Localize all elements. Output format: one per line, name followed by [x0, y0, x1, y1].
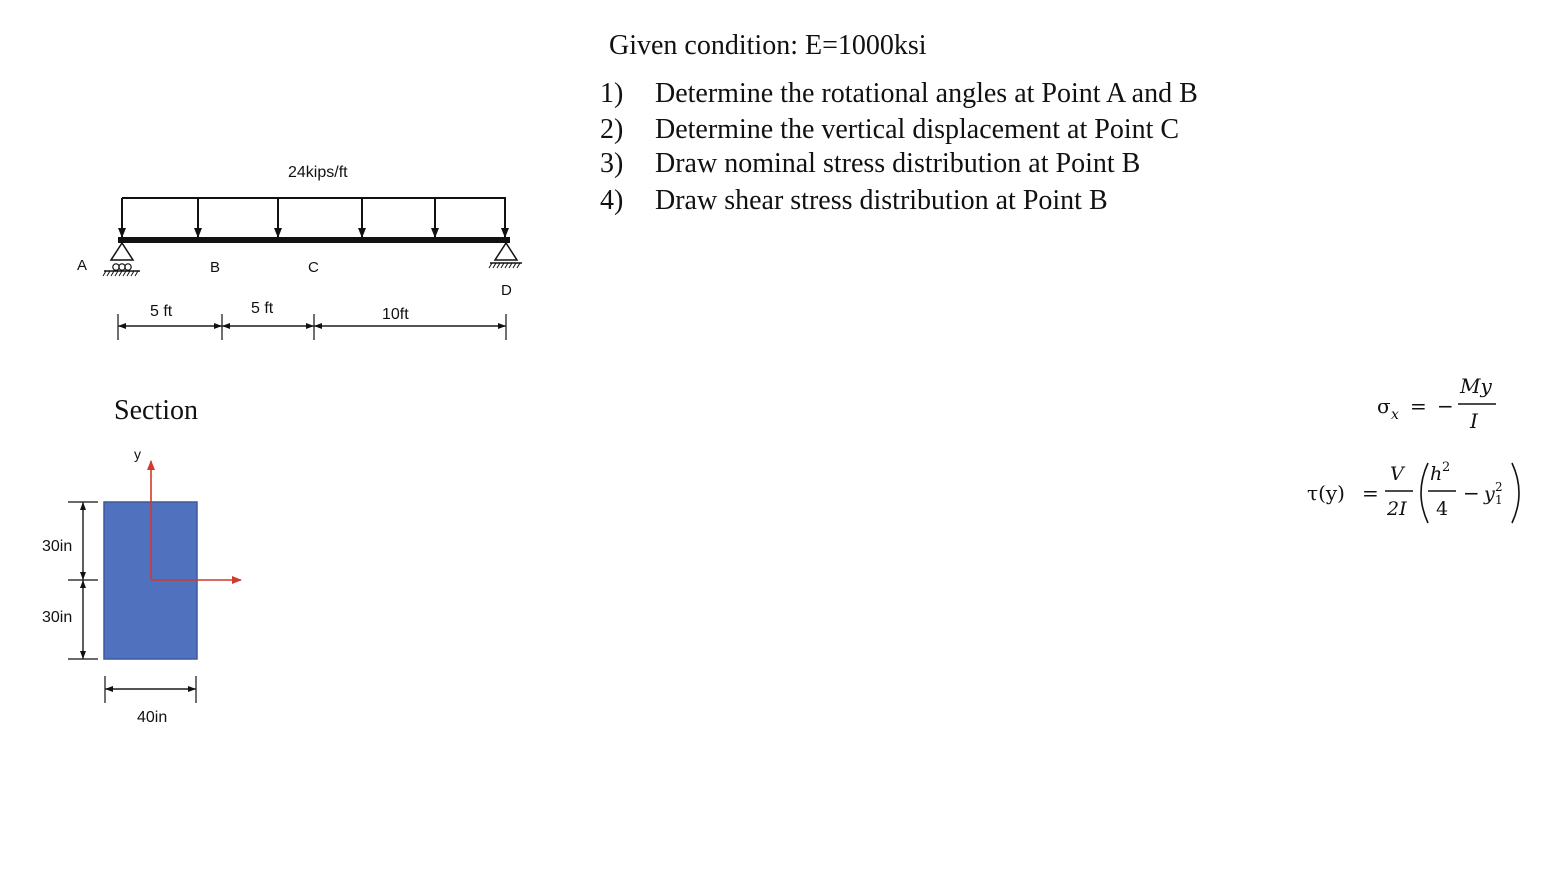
bending-numerator: My: [1460, 374, 1492, 398]
beam-diagram: [77, 164, 522, 340]
bending-stress-formula: [1377, 374, 1496, 433]
task-4-text: Draw shear stress distribution at Point B: [655, 185, 1108, 216]
height-dimension: [68, 502, 98, 659]
given-condition: Given condition: E=1000ksi: [609, 30, 927, 61]
task-1-text: Determine the rotational angles at Point A and B: [655, 78, 1198, 109]
y-symbol: y: [1484, 483, 1495, 505]
sigma-subscript: x: [1391, 407, 1399, 423]
pin-support-d: [489, 243, 522, 268]
task-3-number: 3): [600, 148, 624, 179]
roller-support-a: [103, 243, 140, 276]
point-b-label: B: [210, 259, 221, 276]
equals-sign: =: [1362, 481, 1379, 505]
task-3-text: Draw nominal stress distribution at Point B: [655, 148, 1141, 179]
minus-sign: −: [1437, 394, 1454, 418]
right-paren: [1512, 463, 1519, 523]
minus-sign: −: [1463, 481, 1480, 505]
y-subscript: 1: [1495, 493, 1503, 507]
sigma-symbol: σ: [1377, 394, 1391, 418]
task-2-number: 2): [600, 114, 624, 145]
height-top-label: 30in: [42, 538, 73, 555]
height-bottom-label: 30in: [42, 609, 73, 626]
point-a-label: A: [77, 257, 88, 274]
h-exponent: 2: [1442, 460, 1451, 475]
point-c-label: C: [308, 259, 319, 276]
shear-stress-formula: [1307, 460, 1519, 523]
bending-denominator: I: [1470, 409, 1478, 433]
distributed-load-label: 24kips/ft: [288, 164, 348, 181]
task-1-number: 1): [600, 78, 624, 109]
dim-cd-label: 10ft: [382, 306, 409, 323]
task-4-number: 4): [600, 185, 624, 216]
y-axis-label: y: [134, 446, 141, 462]
task-2-text: Determine the vertical displacement at Point C: [655, 114, 1180, 145]
width-dimension: [105, 676, 196, 703]
beam: [118, 237, 510, 243]
beam-dimension-line: [118, 314, 506, 340]
equals-sign: =: [1410, 394, 1427, 418]
cross-section: [42, 395, 241, 726]
width-label: 40in: [137, 709, 168, 726]
h-symbol: h: [1430, 463, 1443, 485]
dim-bc-label: 5 ft: [251, 300, 274, 317]
tau-of-y: τ(y): [1307, 481, 1345, 505]
point-d-label: D: [501, 282, 512, 299]
shear-denominator: 2I: [1387, 498, 1407, 520]
shear-numerator: V: [1390, 463, 1404, 485]
left-paren: [1421, 463, 1428, 523]
four-denominator: 4: [1436, 498, 1449, 520]
y-exponent: 2: [1495, 480, 1503, 494]
section-title: Section: [114, 395, 198, 426]
dim-ab-label: 5 ft: [150, 303, 173, 320]
